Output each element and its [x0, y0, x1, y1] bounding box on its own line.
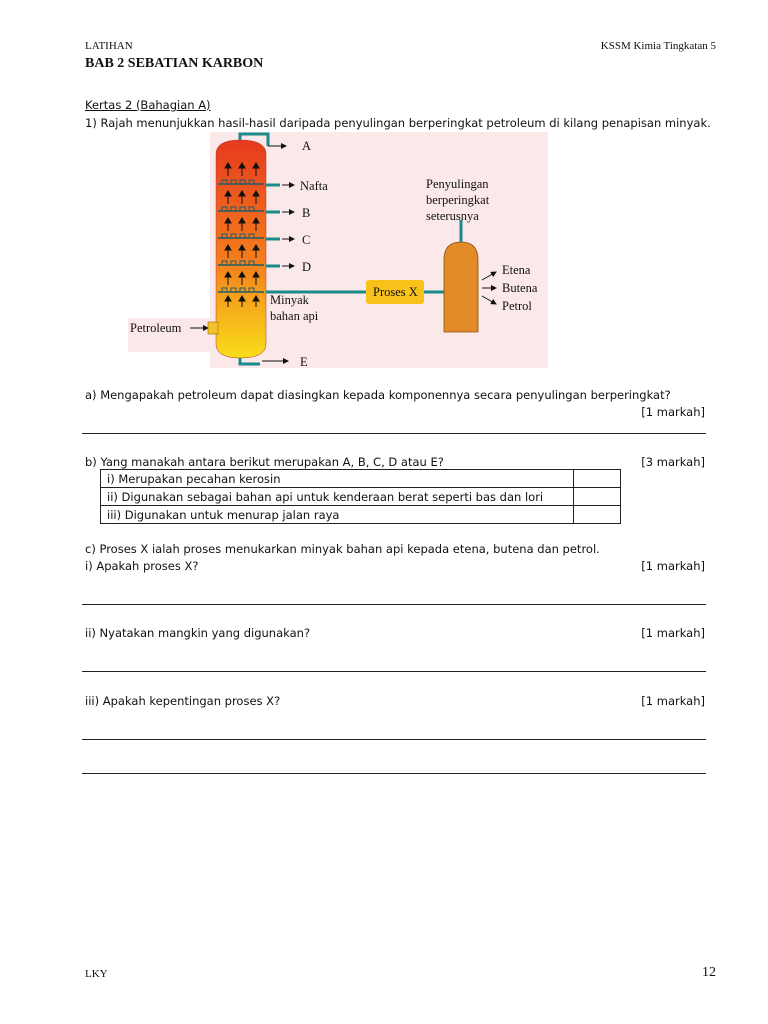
label-b: B: [302, 206, 311, 220]
answer-line-a[interactable]: [82, 433, 706, 434]
label-process-x: Proses X: [373, 285, 418, 299]
question-c2-text: ii) Nyatakan mangkin yang digunakan?: [85, 626, 311, 640]
fractional-distillation-diagram: [128, 132, 548, 368]
question-a-text: a) Mengapakah petroleum dapat diasingkan kepada komponennya secara penyulingan berperingkat?: [85, 388, 671, 402]
question-c3-marks: [1 markah]: [641, 694, 705, 708]
table-row-answer-cell[interactable]: [574, 506, 621, 524]
question-c2-marks: [1 markah]: [641, 626, 705, 640]
page-number: 12: [702, 965, 716, 980]
label-etena: Etena: [502, 263, 531, 277]
header-left: LATIHAN: [85, 40, 133, 52]
further-distillation-tank: [444, 242, 478, 332]
label-a: A: [302, 139, 312, 153]
question-c-intro: c) Proses X ialah proses menukarkan minyak bahan api kepada etena, butena dan petrol.: [85, 542, 600, 556]
label-nafta: Nafta: [300, 179, 328, 193]
table-row: [101, 506, 621, 524]
answer-line-c2[interactable]: [82, 671, 706, 672]
question-c1-marks: [1 markah]: [641, 559, 705, 573]
table-row-question: i) Merupakan pecahan kerosin: [101, 470, 574, 488]
chapter-title: BAB 2 SEBATIAN KARBON: [85, 56, 264, 71]
section-label: Kertas 2 (Bahagian A): [85, 98, 211, 112]
answer-line-c3a[interactable]: [82, 739, 706, 740]
label-petroleum: Petroleum: [130, 321, 182, 335]
label-petrol: Petrol: [502, 299, 532, 313]
question-a-marks: [1 markah]: [641, 405, 705, 419]
question-c1-text: i) Apakah proses X?: [85, 559, 199, 573]
answer-line-c1[interactable]: [82, 604, 706, 605]
table-row-answer-cell[interactable]: [574, 488, 621, 506]
answer-line-c3b[interactable]: [82, 773, 706, 774]
question-b-marks: [3 markah]: [641, 455, 705, 469]
header-right: KSSM Kimia Tingkatan 5: [600, 40, 716, 52]
table-row: [101, 470, 621, 488]
label-further-2: berperingkat: [426, 193, 490, 207]
label-butena: Butena: [502, 281, 538, 295]
question-c3-text: iii) Apakah kepentingan proses X?: [85, 694, 281, 708]
feed-heater: [208, 322, 218, 334]
label-further-3: seterusnya: [426, 209, 479, 223]
table-row-question: ii) Digunakan sebagai bahan api untuk kenderaan berat seperti bas dan lori: [101, 488, 574, 506]
label-fuel-oil-2: bahan api: [270, 309, 319, 323]
question-b-table: [100, 469, 621, 524]
table-row-question: iii) Digunakan untuk menurap jalan raya: [101, 506, 574, 524]
label-fuel-oil-1: Minyak: [270, 293, 309, 307]
label-d: D: [302, 260, 312, 274]
question-b-text: b) Yang manakah antara berikut merupakan A, B, C, D atau E?: [85, 455, 444, 469]
label-further-1: Penyulingan: [426, 177, 489, 191]
question-1-text: 1) Rajah menunjukkan hasil-hasil daripada penyulingan berperingkat petroleum di kilang penapisan minyak.: [85, 116, 711, 130]
label-e: E: [300, 355, 308, 368]
table-row-answer-cell[interactable]: [574, 470, 621, 488]
table-row: [101, 488, 621, 506]
label-c: C: [302, 233, 311, 247]
footer-author: LKY: [85, 968, 108, 980]
